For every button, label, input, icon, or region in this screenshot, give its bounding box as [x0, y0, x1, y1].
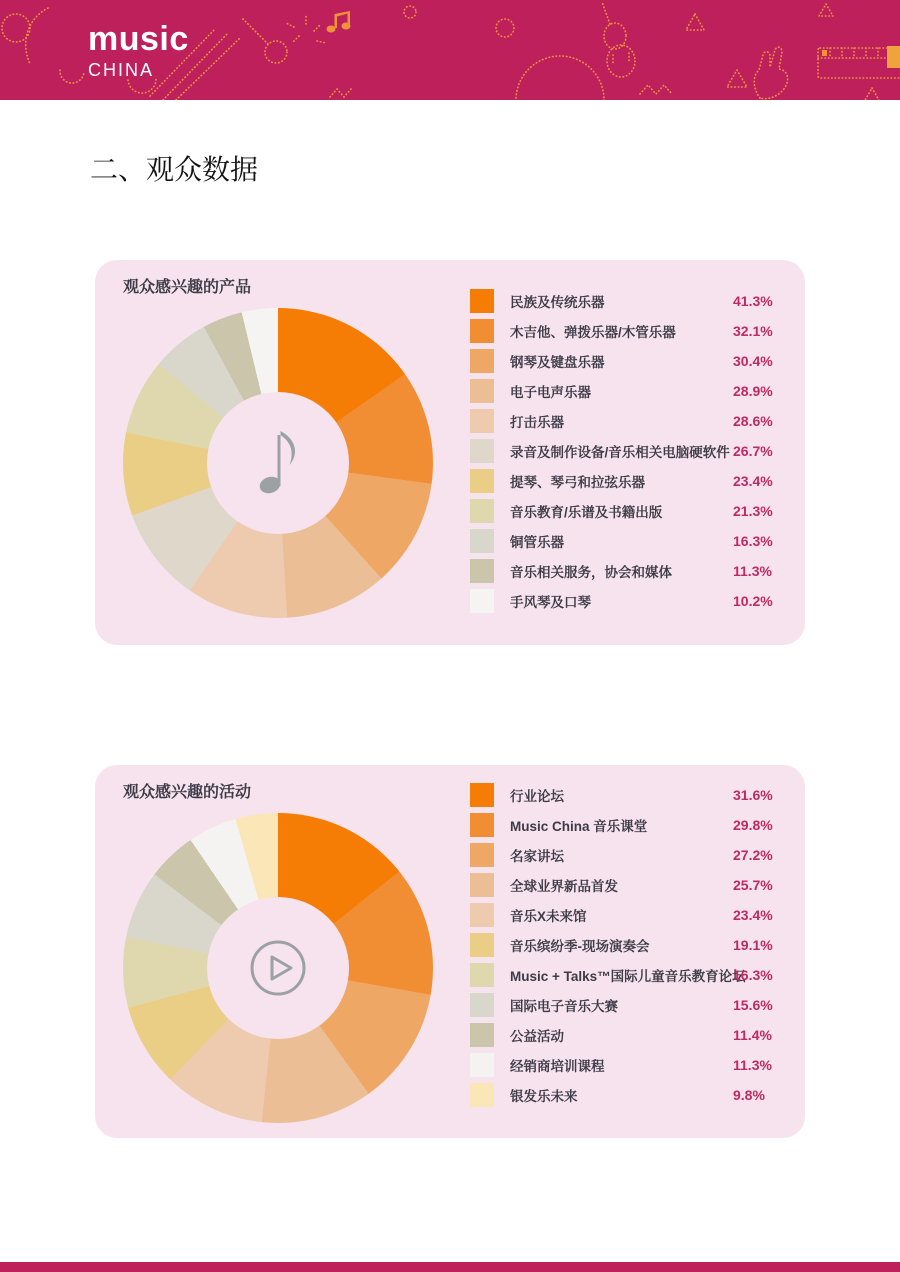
legend-swatch	[470, 349, 494, 373]
activities-donut-chart	[123, 813, 433, 1123]
legend-item	[470, 379, 782, 403]
legend-value: 26.7%	[733, 443, 773, 459]
clock-doodle-icon	[516, 56, 604, 100]
phone-doodle-icon	[26, 8, 48, 64]
logo-china-text: CHINA	[88, 60, 155, 80]
triangle-doodle-icon	[864, 88, 880, 100]
legend-label: 铜管乐器	[510, 535, 564, 550]
legend-item	[470, 933, 782, 957]
legend-value: 30.4%	[733, 353, 773, 369]
legend-swatch	[470, 963, 494, 987]
legend-item	[470, 1083, 782, 1107]
legend-label: 提琴、琴弓和拉弦乐器	[510, 475, 645, 490]
legend-swatch	[470, 409, 494, 433]
legend-label: 手风琴及口琴	[510, 595, 591, 610]
products-interest-panel	[95, 260, 805, 645]
legend-swatch	[470, 379, 494, 403]
legend-value: 11.3%	[733, 1057, 772, 1073]
panel-title: 观众感兴趣的产品	[123, 279, 252, 296]
zigzag-doodle-icon	[640, 85, 672, 94]
legend-value: 27.2%	[733, 847, 773, 863]
zigzag-doodle-icon	[330, 89, 351, 97]
legend-label: 录音及制作设备/音乐相关电脑硬软件	[510, 445, 730, 460]
activities-interest-panel	[95, 765, 805, 1138]
legend-item	[470, 349, 782, 373]
legend-label: 音乐X未来馆	[510, 909, 587, 924]
legend-item	[470, 993, 782, 1017]
legend-value: 19.1%	[733, 937, 773, 953]
legend-swatch	[470, 439, 494, 463]
legend-label: 民族及传统乐器	[510, 295, 605, 310]
brand-logo	[88, 22, 189, 79]
legend-swatch	[470, 529, 494, 553]
section-title: 二、观众数据	[90, 154, 259, 185]
legend-label: 经销商培训课程	[510, 1059, 605, 1074]
legend-label: 木吉他、弹拨乐器/木管乐器	[510, 325, 676, 340]
legend-value: 41.3%	[733, 293, 773, 309]
violin-doodle-icon	[602, 2, 635, 77]
arc-doodle-icon	[60, 70, 84, 83]
legend-item	[470, 319, 782, 343]
legend-label: 音乐缤纷季-现场演奏会	[510, 939, 650, 954]
legend-value: 25.7%	[733, 877, 773, 893]
legend-label: 打击乐器	[510, 415, 564, 430]
double-note-doodle-icon	[327, 11, 351, 33]
legend-value: 32.1%	[733, 323, 773, 339]
legend-label: 名家讲坛	[510, 849, 564, 864]
legend-item	[470, 963, 782, 987]
legend-swatch	[470, 1053, 494, 1077]
legend-swatch	[470, 319, 494, 343]
circle-doodle-icon	[2, 14, 30, 42]
products-donut-chart	[123, 308, 433, 618]
legend-swatch	[470, 1083, 494, 1107]
donut-center	[207, 897, 349, 1039]
legend-label: Music China 音乐课堂	[510, 819, 648, 834]
legend-swatch	[470, 289, 494, 313]
panel-title: 观众感兴趣的活动	[123, 784, 252, 801]
legend-label: 电子电声乐器	[510, 385, 591, 400]
legend-item	[470, 529, 782, 553]
legend-value: 28.6%	[733, 413, 773, 429]
legend-item	[470, 873, 782, 897]
legend-item	[470, 1053, 782, 1077]
legend-value: 11.4%	[733, 1027, 772, 1043]
legend-swatch	[470, 1023, 494, 1047]
legend-swatch	[470, 903, 494, 927]
legend-label: 音乐相关服务，协会和媒体	[510, 565, 672, 580]
legend-value: 23.4%	[733, 473, 773, 489]
products-legend	[470, 289, 782, 613]
legend-swatch	[470, 499, 494, 523]
arc-doodle-icon	[128, 78, 156, 93]
legend-swatch	[470, 873, 494, 897]
legend-item	[470, 289, 782, 313]
legend-value: 21.3%	[733, 503, 773, 519]
legend-item	[470, 589, 782, 613]
legend-value: 15.6%	[733, 997, 773, 1013]
legend-item	[470, 783, 782, 807]
legend-value: 11.3%	[733, 563, 772, 579]
sun-rays-doodle-icon	[286, 15, 326, 43]
legend-swatch	[470, 813, 494, 837]
legend-value: 10.2%	[733, 593, 773, 609]
legend-swatch	[470, 783, 494, 807]
legend-item	[470, 409, 782, 433]
triangle-doodle-icon	[727, 70, 747, 87]
legend-value: 29.8%	[733, 817, 773, 833]
legend-item	[470, 469, 782, 493]
legend-value: 23.4%	[733, 907, 773, 923]
legend-item	[470, 903, 782, 927]
music-note-icon	[258, 431, 298, 495]
activities-legend	[470, 783, 782, 1107]
legend-value: 31.6%	[733, 787, 773, 803]
legend-swatch	[470, 843, 494, 867]
play-icon	[249, 939, 307, 997]
legend-swatch	[470, 469, 494, 493]
rock-hand-doodle-icon	[754, 47, 787, 99]
legend-value: 16.3%	[733, 967, 773, 983]
triangle-doodle-icon	[819, 4, 833, 16]
header-banner	[0, 0, 900, 100]
triangle-doodle-icon	[686, 14, 704, 30]
legend-label: 钢琴及键盘乐器	[510, 355, 605, 370]
donut-center	[207, 392, 349, 534]
legend-label: 音乐教育/乐谱及书籍出版	[510, 505, 663, 520]
logo-music-text: music	[88, 20, 189, 58]
legend-swatch	[470, 589, 494, 613]
legend-swatch	[470, 933, 494, 957]
legend-item	[470, 559, 782, 583]
legend-item	[470, 1023, 782, 1047]
legend-label: 行业论坛	[510, 789, 564, 804]
legend-label: 银发乐未来	[510, 1089, 578, 1104]
footer-bar	[0, 1262, 900, 1272]
legend-value: 28.9%	[733, 383, 773, 399]
legend-label: 公益活动	[510, 1029, 564, 1044]
legend-item	[470, 843, 782, 867]
legend-label: Music + Talks™国际儿童音乐教育论坛	[510, 969, 746, 984]
legend-label: 全球业界新品首发	[510, 879, 618, 894]
legend-value: 9.8%	[733, 1087, 765, 1103]
legend-item	[470, 439, 782, 463]
keyboard-key-doodle	[822, 50, 827, 56]
legend-label: 国际电子音乐大赛	[510, 999, 618, 1014]
legend-item	[470, 813, 782, 837]
legend-swatch	[470, 559, 494, 583]
keyboard-edge-block	[887, 46, 900, 68]
legend-swatch	[470, 993, 494, 1017]
legend-value: 16.3%	[733, 533, 773, 549]
legend-item	[470, 499, 782, 523]
